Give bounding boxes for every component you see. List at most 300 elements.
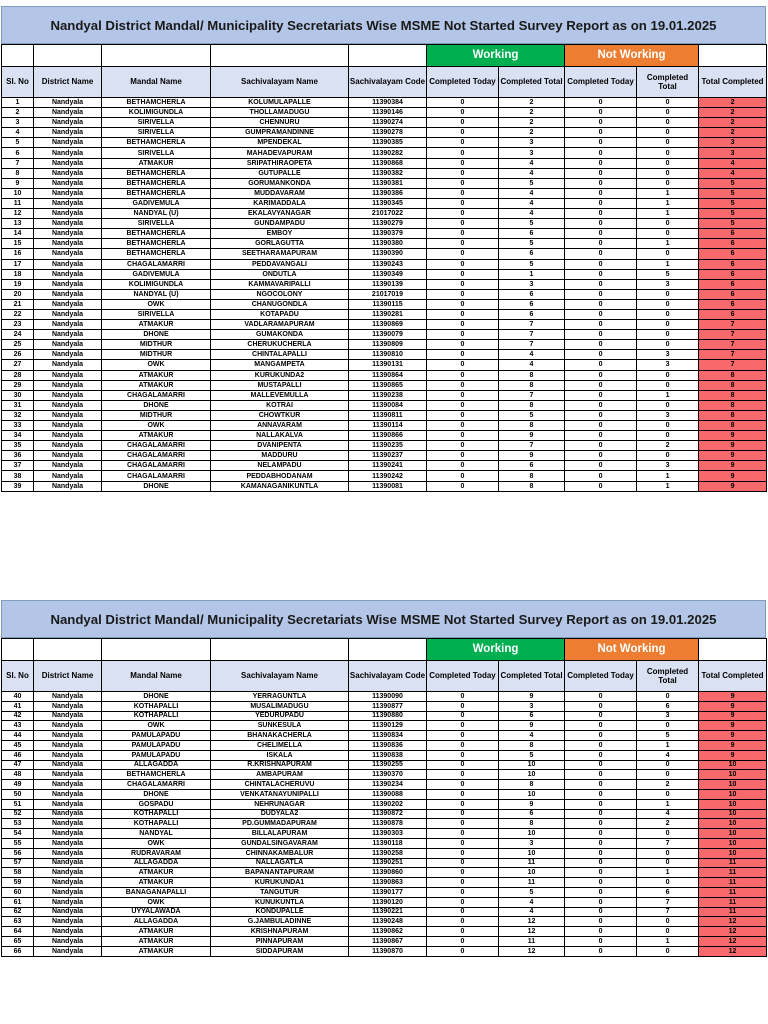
table-cell: Nandyala [34, 400, 102, 410]
table-cell: 0 [637, 380, 699, 390]
table-cell: 11390237 [349, 451, 427, 461]
table-cell: Nandyala [34, 299, 102, 309]
table-cell: 4 [637, 809, 699, 819]
table-cell: 11 [699, 907, 767, 917]
table-cell: MIDTHUR [102, 410, 211, 420]
table-row [2, 927, 767, 937]
table-cell: DHONE [102, 330, 211, 340]
table-cell: 8 [499, 481, 565, 491]
table-cell: 1 [637, 936, 699, 946]
table-cell: SUNKESULA [211, 721, 349, 731]
table-cell: GORUMANKONDA [211, 178, 349, 188]
table-cell: 5 [499, 887, 565, 897]
table-cell: DUDYALA2 [211, 809, 349, 819]
table-cell: 0 [565, 936, 637, 946]
table-cell: 7 [699, 350, 767, 360]
table-cell: 11390345 [349, 198, 427, 208]
table-cell: 2 [699, 128, 767, 138]
table-cell: 10 [699, 789, 767, 799]
table-cell: Nandyala [34, 946, 102, 956]
table-cell: 0 [427, 279, 499, 289]
table-cell: 0 [565, 128, 637, 138]
table-cell: 6 [699, 299, 767, 309]
table-cell: MUDDAVARAM [211, 188, 349, 198]
table-cell: 0 [565, 380, 637, 390]
table-cell: Nandyala [34, 750, 102, 760]
table-cell: Nandyala [34, 330, 102, 340]
table-cell: 11390877 [349, 701, 427, 711]
table-cell: 0 [565, 731, 637, 741]
table-cell: 11390867 [349, 936, 427, 946]
table-cell: 0 [565, 858, 637, 868]
table-cell: KAMANAGANIKUNTLA [211, 481, 349, 491]
table-cell: MIDTHUR [102, 350, 211, 360]
table-cell: 10 [499, 868, 565, 878]
table-row [2, 848, 767, 858]
table-cell: 0 [565, 711, 637, 721]
table-cell: 11390146 [349, 108, 427, 118]
table-1-body [2, 45, 767, 492]
table-cell: KOTRAI [211, 400, 349, 410]
table-cell: 0 [427, 330, 499, 340]
table-cell: 11390139 [349, 279, 427, 289]
table-cell: Nandyala [34, 118, 102, 128]
table-cell: 10 [699, 799, 767, 809]
table-cell: Nandyala [34, 188, 102, 198]
column-header: District Name [34, 661, 102, 692]
table-cell: 11390880 [349, 711, 427, 721]
table-cell: BETHAMCHERLA [102, 138, 211, 148]
table-cell: 30 [2, 390, 34, 400]
table-row [2, 219, 767, 229]
table-cell: 0 [565, 219, 637, 229]
table-cell: CHAGALAMARRI [102, 461, 211, 471]
table-row [2, 330, 767, 340]
table-cell: 7 [699, 330, 767, 340]
table-cell: 27 [2, 360, 34, 370]
table-cell: 0 [427, 108, 499, 118]
table-cell: 6 [499, 309, 565, 319]
table-row [2, 868, 767, 878]
table-cell: 11390221 [349, 907, 427, 917]
column-header: Completed Total [499, 661, 565, 692]
table-cell: 59 [2, 878, 34, 888]
table-cell: 44 [2, 731, 34, 741]
table-cell: 4 [499, 168, 565, 178]
table-cell: 12 [499, 917, 565, 927]
table-cell: KARIMADDALA [211, 198, 349, 208]
table-row [2, 770, 767, 780]
table-cell: Nandyala [34, 410, 102, 420]
table-row [2, 946, 767, 956]
table-cell: 0 [565, 370, 637, 380]
table-cell: 0 [565, 451, 637, 461]
table-cell: CHAGALAMARRI [102, 471, 211, 481]
table-cell: 0 [637, 138, 699, 148]
table-cell: 0 [637, 219, 699, 229]
table-cell: 0 [427, 309, 499, 319]
table-cell: 0 [565, 320, 637, 330]
table-cell: 56 [2, 848, 34, 858]
table-cell: 2 [637, 819, 699, 829]
table-cell: 45 [2, 740, 34, 750]
table-cell: 8 [2, 168, 34, 178]
table-cell: 0 [427, 770, 499, 780]
table-cell: 14 [2, 229, 34, 239]
table-cell: GUNDALSINGAVARAM [211, 838, 349, 848]
table-cell: 22 [2, 309, 34, 319]
table-row [2, 108, 767, 118]
table-cell: 0 [637, 721, 699, 731]
table-cell: OWK [102, 360, 211, 370]
table-cell: 0 [637, 249, 699, 259]
column-header: Completed Today [565, 661, 637, 692]
table-cell: 0 [637, 878, 699, 888]
report-title: Nandyal District Mandal/ Municipality Secretariats Wise MSME Not Started Survey Report as on 19.01.2025 [1, 600, 766, 638]
table-cell: 11390278 [349, 128, 427, 138]
table-cell: 11390869 [349, 320, 427, 330]
table-cell: 6 [699, 249, 767, 259]
table-cell: 0 [565, 118, 637, 128]
table-cell: KAMMAVARIPALLI [211, 279, 349, 289]
table-cell: 11 [699, 878, 767, 888]
table-cell: 2 [637, 441, 699, 451]
table-cell: 21017019 [349, 289, 427, 299]
table-cell: 11390238 [349, 390, 427, 400]
table-cell: Nandyala [34, 209, 102, 219]
table-row [2, 740, 767, 750]
table-cell: 11390380 [349, 239, 427, 249]
table-cell: 11390258 [349, 848, 427, 858]
table-cell: ALLAGADDA [102, 858, 211, 868]
table-cell: 0 [565, 421, 637, 431]
table-row [2, 461, 767, 471]
table-cell: 11390878 [349, 819, 427, 829]
table-cell: 0 [565, 259, 637, 269]
table-cell: GADIVEMULA [102, 269, 211, 279]
table-cell: 0 [427, 198, 499, 208]
table-cell: CHAGALAMARRI [102, 390, 211, 400]
column-header: Completed Today [565, 67, 637, 98]
table-cell: 11390834 [349, 731, 427, 741]
table-cell: 12 [699, 927, 767, 937]
table-cell: Nandyala [34, 461, 102, 471]
table-row [2, 907, 767, 917]
table-cell: 3 [499, 138, 565, 148]
table-cell: 2 [2, 108, 34, 118]
table-cell: BETHAMCHERLA [102, 168, 211, 178]
table-cell: Nandyala [34, 471, 102, 481]
table-cell: 10 [699, 838, 767, 848]
table-cell: 0 [565, 878, 637, 888]
table-cell: BANAGANAPALLI [102, 887, 211, 897]
table-cell: 0 [427, 158, 499, 168]
table-cell: 7 [499, 330, 565, 340]
report-sheet-1 [1, 6, 766, 492]
table-cell: 0 [427, 380, 499, 390]
table-cell: 32 [2, 410, 34, 420]
table-cell: 0 [427, 259, 499, 269]
group-header-row [2, 45, 767, 67]
table-cell: 11390282 [349, 148, 427, 158]
table-cell: 0 [565, 178, 637, 188]
table-row [2, 320, 767, 330]
table-cell: 47 [2, 760, 34, 770]
table-cell: NGOCOLONY [211, 289, 349, 299]
table-cell: CHELIMELLA [211, 740, 349, 750]
table-cell: 9 [499, 799, 565, 809]
table-cell: 11390084 [349, 400, 427, 410]
table-cell: Nandyala [34, 340, 102, 350]
table-cell: ALLAGADDA [102, 917, 211, 927]
table-cell: BETHAMCHERLA [102, 239, 211, 249]
table-cell: 0 [427, 178, 499, 188]
table-cell: 0 [427, 320, 499, 330]
table-cell: 12 [499, 927, 565, 937]
table-cell: 0 [427, 946, 499, 956]
table-cell: 4 [499, 350, 565, 360]
table-cell: 12 [2, 209, 34, 219]
table-cell: 5 [499, 219, 565, 229]
table-cell: ATMAKUR [102, 158, 211, 168]
table-cell: 6 [699, 269, 767, 279]
table-cell: 4 [699, 158, 767, 168]
table-cell: 0 [427, 128, 499, 138]
table-cell: 0 [427, 118, 499, 128]
table-cell: Nandyala [34, 138, 102, 148]
table-cell: 11390114 [349, 421, 427, 431]
table-row [2, 370, 767, 380]
table-cell: 6 [699, 259, 767, 269]
table-cell: 12 [699, 936, 767, 946]
table-cell: KURUKUNDA2 [211, 370, 349, 380]
table-cell: BETHAMCHERLA [102, 249, 211, 259]
table-cell: 11390243 [349, 259, 427, 269]
table-cell: ATMAKUR [102, 370, 211, 380]
table-cell: 8 [499, 819, 565, 829]
table-row [2, 148, 767, 158]
table-cell: 3 [499, 148, 565, 158]
table-cell: 0 [565, 721, 637, 731]
table-cell: R.KRISHNAPURAM [211, 760, 349, 770]
table-cell: 11390386 [349, 188, 427, 198]
table-cell: 11390382 [349, 168, 427, 178]
table-cell: PAMULAPADU [102, 750, 211, 760]
table-cell: ATMAKUR [102, 320, 211, 330]
table-row [2, 829, 767, 839]
table-cell: Nandyala [34, 128, 102, 138]
table-cell: 11390381 [349, 178, 427, 188]
table-row [2, 897, 767, 907]
table-row [2, 168, 767, 178]
table-cell: 9 [499, 721, 565, 731]
column-header: Completed Total [499, 67, 565, 98]
table-cell: Nandyala [34, 98, 102, 108]
table-cell: 43 [2, 721, 34, 731]
table-cell: 0 [637, 421, 699, 431]
table-cell: Nandyala [34, 350, 102, 360]
table-cell: 6 [699, 239, 767, 249]
table-cell: Nandyala [34, 878, 102, 888]
table-cell: THOLLAMADUGU [211, 108, 349, 118]
table-row [2, 750, 767, 760]
table-cell: PD.GUMMADAPURAM [211, 819, 349, 829]
table-cell: 0 [637, 299, 699, 309]
table-cell: 0 [427, 927, 499, 937]
table-cell: 0 [427, 209, 499, 219]
table-cell: 11390811 [349, 410, 427, 420]
table-row [2, 380, 767, 390]
table-cell: 0 [565, 138, 637, 148]
table-cell: NALLAKALVA [211, 431, 349, 441]
table-cell: 0 [637, 451, 699, 461]
table-cell: MIDTHUR [102, 340, 211, 350]
table-cell: MPENDEKAL [211, 138, 349, 148]
table-cell: 31 [2, 400, 34, 410]
table-cell: 8 [499, 471, 565, 481]
table-cell: Nandyala [34, 259, 102, 269]
table-cell: 0 [565, 809, 637, 819]
table-cell: 0 [637, 229, 699, 239]
table-cell: OWK [102, 721, 211, 731]
table-cell: 36 [2, 451, 34, 461]
table-row [2, 229, 767, 239]
table-cell: VADLARAMAPURAM [211, 320, 349, 330]
table-cell: 0 [427, 868, 499, 878]
table-cell: 0 [427, 692, 499, 702]
table-cell: 11390115 [349, 299, 427, 309]
table-cell: 0 [565, 209, 637, 219]
column-header: District Name [34, 67, 102, 98]
table-cell: 37 [2, 461, 34, 471]
table-cell: 0 [565, 819, 637, 829]
table-cell: 4 [499, 731, 565, 741]
table-cell: PEDDABHODANAM [211, 471, 349, 481]
column-header: Completed Total [637, 67, 699, 98]
table-cell: 0 [637, 128, 699, 138]
table-cell: CHENNURU [211, 118, 349, 128]
table-cell: Nandyala [34, 269, 102, 279]
table-cell: 0 [565, 360, 637, 370]
table-cell: 11390274 [349, 118, 427, 128]
table-cell: 0 [427, 789, 499, 799]
table-cell: 17 [2, 259, 34, 269]
table-cell: Nandyala [34, 819, 102, 829]
table-row [2, 299, 767, 309]
table-cell: Nandyala [34, 198, 102, 208]
table-cell: VENKATANAYUNIPALLI [211, 789, 349, 799]
table-cell: 6 [499, 289, 565, 299]
table-cell: 0 [427, 838, 499, 848]
table-cell: 0 [637, 400, 699, 410]
table-cell: 4 [499, 897, 565, 907]
report-sheet-2 [1, 600, 766, 957]
table-cell: 3 [637, 279, 699, 289]
table-row [2, 936, 767, 946]
table-cell: GADIVEMULA [102, 198, 211, 208]
table-cell: 11390836 [349, 740, 427, 750]
table-cell: 1 [637, 209, 699, 219]
table-row [2, 98, 767, 108]
table-cell: 10 [699, 848, 767, 858]
table-cell: Nandyala [34, 799, 102, 809]
table-cell: 11390090 [349, 692, 427, 702]
column-header-row [2, 661, 767, 692]
table-cell: BHANAKACHERLA [211, 731, 349, 741]
table-cell: 0 [637, 431, 699, 441]
table-cell: 0 [427, 907, 499, 917]
table-cell: 0 [565, 927, 637, 937]
table-cell: 5 [699, 178, 767, 188]
not-working-group-header: Not Working [565, 639, 699, 661]
table-cell: 11390865 [349, 380, 427, 390]
table-cell: 0 [427, 848, 499, 858]
table-cell: 7 [2, 158, 34, 168]
table-cell: 6 [637, 701, 699, 711]
table-cell: 3 [637, 410, 699, 420]
table-cell: 3 [637, 461, 699, 471]
table-cell: 4 [499, 907, 565, 917]
table-cell: 0 [637, 158, 699, 168]
table-cell: ONDUTLA [211, 269, 349, 279]
table-cell: 13 [2, 219, 34, 229]
table-cell: 10 [699, 760, 767, 770]
table-cell: 0 [427, 829, 499, 839]
table-cell: SIRIVELLA [102, 148, 211, 158]
table-cell: 0 [427, 721, 499, 731]
table-cell: 11390241 [349, 461, 427, 471]
table-cell: 0 [565, 887, 637, 897]
table-cell: 0 [427, 410, 499, 420]
table-cell: 9 [699, 740, 767, 750]
table-cell: BAPANANTAPURAM [211, 868, 349, 878]
table-cell: GUMPRAMANDINNE [211, 128, 349, 138]
table-cell: KURUKUNDA1 [211, 878, 349, 888]
table-cell: CHANUGONDLA [211, 299, 349, 309]
table-cell: BETHAMCHERLA [102, 770, 211, 780]
table-cell: 0 [637, 168, 699, 178]
table-cell: 6 [499, 299, 565, 309]
table-cell: KOLIMIGUNDLA [102, 108, 211, 118]
table-cell: DHONE [102, 481, 211, 491]
table-cell: 3 [499, 838, 565, 848]
table-cell: 5 [499, 410, 565, 420]
table-cell: 58 [2, 868, 34, 878]
working-group-header: Working [427, 45, 565, 67]
table-cell: AMBAPURAM [211, 770, 349, 780]
table-cell: 3 [699, 138, 767, 148]
table-cell: 28 [2, 370, 34, 380]
table-cell: 7 [499, 320, 565, 330]
table-cell: GORLAGUTTA [211, 239, 349, 249]
table-cell: 11390863 [349, 878, 427, 888]
table-row [2, 711, 767, 721]
table-cell: 5 [699, 188, 767, 198]
table-cell: Nandyala [34, 692, 102, 702]
table-cell: 0 [637, 340, 699, 350]
column-header: Mandal Name [102, 67, 211, 98]
table-cell: 19 [2, 279, 34, 289]
table-cell: 0 [565, 481, 637, 491]
table-cell: 6 [499, 711, 565, 721]
table-cell: EKALAVYANAGAR [211, 209, 349, 219]
table-cell: GUTUPALLE [211, 168, 349, 178]
table-cell: 0 [637, 320, 699, 330]
table-cell: 0 [427, 780, 499, 790]
table-cell: 66 [2, 946, 34, 956]
table-cell: 5 [499, 259, 565, 269]
table-cell: 0 [565, 780, 637, 790]
